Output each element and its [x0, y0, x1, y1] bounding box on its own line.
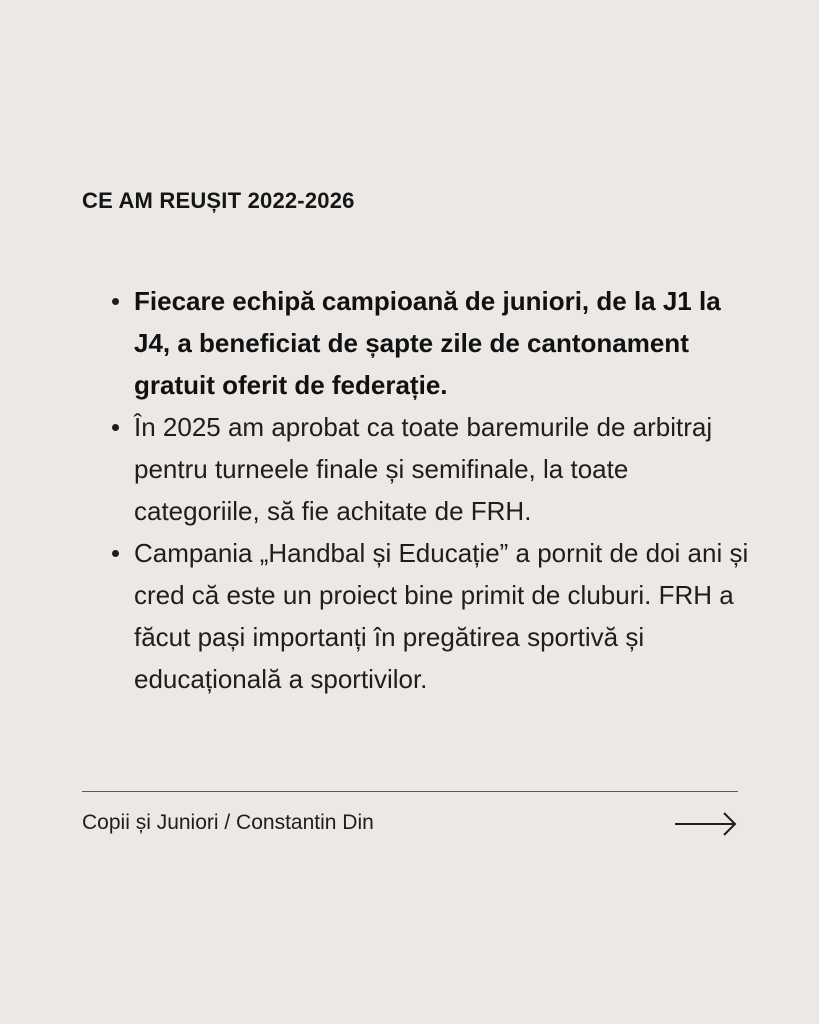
bullet-text: Campania „Handbal și Educație” a pornit de doi ani și cred că este un proiect bine primit de cluburi. FRH a făcut pași importanți în pregătirea sportivă și educațională a sportivilor. [134, 538, 749, 694]
bullet-dot [112, 550, 119, 557]
bullet-text: Fiecare echipă campioană de juniori, de la J1 la J4, a beneficiat de șapte zile de cantonament gratuit oferit de federație. [134, 286, 721, 400]
bullet-text: În 2025 am aprobat ca toate baremurile de arbitraj pentru turneele finale și semifinale, la toate categoriile, să fie achitate de FRH. [134, 412, 713, 526]
bullet-item [108, 280, 758, 406]
divider [82, 791, 738, 792]
bullet-dot [112, 424, 119, 431]
achievements-list [108, 280, 758, 700]
bullet-dot [112, 298, 119, 305]
section-title: CE AM REUȘIT 2022-2026 [82, 188, 355, 213]
bullet-item [108, 532, 758, 700]
arrow-right-icon[interactable] [674, 810, 738, 838]
footer-label: Copii și Juniori / Constantin Din [82, 811, 374, 834]
bullet-item [108, 406, 758, 532]
